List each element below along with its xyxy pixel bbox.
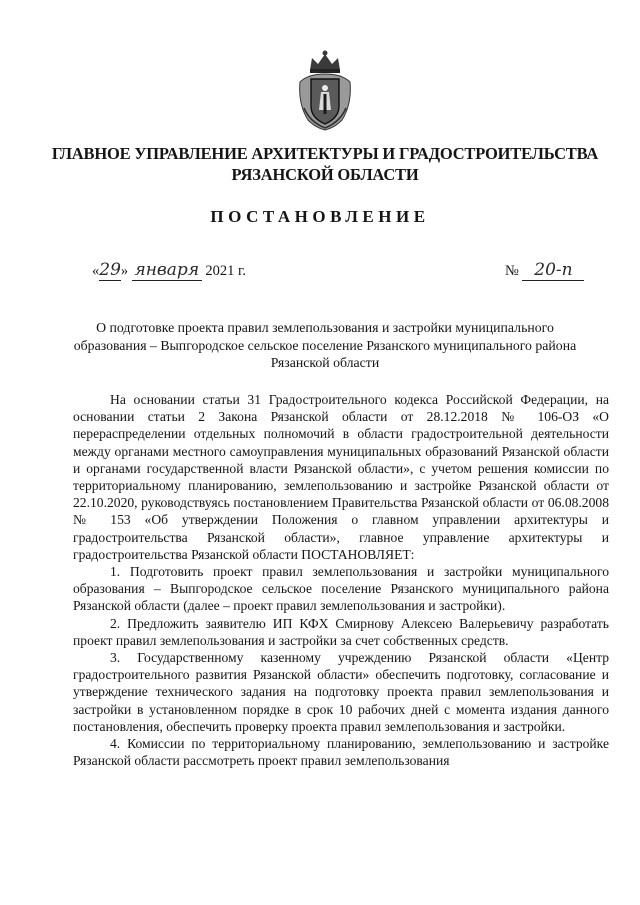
date-day: 29 — [99, 260, 121, 280]
preamble-paragraph: На основании статьи 31 Градостроительного кодекса Российской Федерации, на основании статьи 2 Закона Рязанской области от 28.12.2018 № 106-ОЗ «О перераспределении отдельных полномочий в области градостроительной деятельности между органами местного самоуправления муниципальных образований Рязанской области и органами государственной власти Рязанской области», с учетом решения комиссии по территориальному планированию, землепользованию и застройке Рязанской области от 22.10.2020, руководствуясь постановлением Правительства Рязанской области от 06.08.2008 № 153 «Об утверждении Положения о главном управлении архитектуры и градостроительства Рязанской области», главное управление архитектуры и градостроительства Рязанской области ПОСТАНОВЛЯЕТ: — [73, 392, 609, 562]
document-body — [73, 391, 609, 769]
document-number — [505, 260, 584, 281]
org-name-line-2: РЯЗАНСКОЙ ОБЛАСТИ — [231, 165, 419, 184]
item-paragraph-2: 2. Предложить заявителю ИП КФХ Смирнову Алексею Валерьевичу разработать проект правил землепользования и застройки за счет собственных средств. — [73, 615, 609, 648]
document-subject: О подготовке проекта правил землепользования и застройки муниципального образования – Выпгородское сельское поселение Рязанского муниципального района Рязанской области — [73, 320, 577, 370]
item-paragraph-3: 3. Государственному казенному учреждению Рязанской области «Центр градостроительного развития Рязанской области» обеспечить подготовку, согласование и утверждение технического задания на подготовку проекта правил землепользования и застройки в установленном порядке в срок 10 рабочих дней с момента издания данного постановления, обеспечить проверку проекта правил землепользования и застройки. — [73, 650, 609, 734]
item-paragraph-1: 1. Подготовить проект правил землепользования и застройки муниципального образования – Выпгородское сельское поселение Рязанского муниципального района Рязанской области (далее – проект правил землепользования и застройки). — [73, 564, 609, 614]
ryazan-coat-of-arms-emblem — [296, 48, 354, 132]
date-close-quote: » — [120, 263, 129, 279]
date-open-quote: « — [92, 263, 100, 279]
date-year: 2021 г. — [205, 263, 246, 279]
issuing-organization — [40, 143, 610, 185]
document-date — [92, 260, 246, 281]
org-name-line-1: ГЛАВНОЕ УПРАВЛЕНИЕ АРХИТЕКТУРЫ И ГРАДОСТРОИТЕЛЬСТВА — [51, 144, 599, 163]
number-value: 20-п — [522, 260, 584, 281]
item-paragraph-4: 4. Комиссии по территориальному планированию, землепользованию и застройке Рязанской области рассмотреть проект правил землепользования — [73, 736, 609, 769]
number-label: № — [505, 263, 519, 279]
date-month: января — [132, 260, 202, 281]
document-type-title: ПОСТАНОВЛЕНИЕ — [210, 207, 430, 226]
